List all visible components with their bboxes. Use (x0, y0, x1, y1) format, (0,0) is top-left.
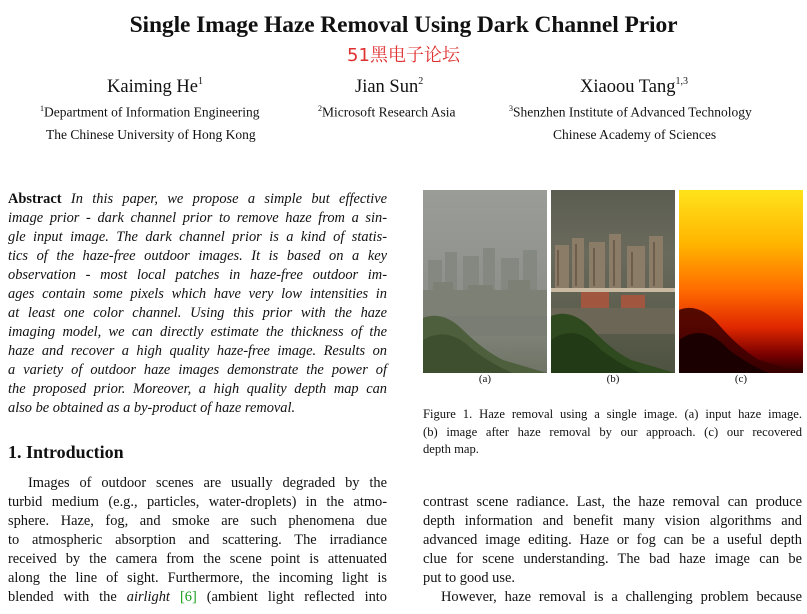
intro-line: turbid medium (e.g., particles, water-droplets) in the atmo- (8, 494, 387, 510)
abstract-label: Abstract (8, 191, 62, 207)
affiliation-2-sup: 2 (318, 104, 322, 113)
affiliation-2-line-1 (318, 104, 455, 121)
abstract-line: imaging model, we can directly estimate the thickness of the (8, 324, 387, 340)
abstract-line: haze and recover a high quality haze-free image. Results on (8, 343, 387, 359)
caption-line: depth map. (423, 442, 479, 456)
intro-line: to atmospheric absorption and scattering. The irradiance (8, 532, 387, 548)
author-2-name: Jian Sun (355, 77, 419, 98)
affiliation-1-line-1 (40, 104, 260, 121)
author-1-sup: 1 (197, 76, 203, 87)
intro-line: Images of outdoor scenes are usually degraded by the (28, 475, 387, 491)
affiliation-1-line-2 (46, 127, 256, 143)
abstract-line: image prior - dark channel prior to remove haze from a sin- (8, 210, 387, 226)
affiliation-1-sup: 1 (40, 104, 44, 113)
right-line: advanced image editing. Haze or fog can be a useful depth (423, 532, 802, 548)
abstract-line: observation - most local patches in haze-free outdoor im- (8, 267, 387, 283)
intro-line: along the line of sight. Furthermore, the incoming light is (8, 570, 387, 586)
figure-caption (423, 406, 802, 459)
author-3-name: Xiaoou Tang (580, 77, 676, 98)
affiliation-3-text: Shenzhen Institute of Advanced Technology (513, 104, 752, 120)
abstract-line: tics of the haze-free outdoor images. It is based on a key (8, 248, 387, 264)
author-3 (580, 77, 688, 98)
affiliation-2-text: Microsoft Research Asia (322, 104, 456, 120)
abstract-line: at least one color channel. Using this prior with the haze (8, 305, 387, 321)
abstract-line: the proposed prior. Moreover, a high quality depth map can (8, 381, 387, 397)
affiliation-1-text-2: The Chinese University of Hong Kong (46, 127, 256, 142)
author-2 (355, 77, 423, 98)
abstract-line: ages contain some pixels which have very low intensities in (8, 286, 387, 302)
figure-image-input-haze (423, 190, 547, 373)
right-line: put to good use. (423, 570, 515, 586)
right-line: depth information and benefit many vision algorithms and (423, 513, 802, 529)
right-line: clue for scene understanding. The bad haze image can be (423, 551, 802, 567)
paper-title: Single Image Haze Removal Using Dark Channel Prior (129, 12, 678, 38)
abstract-line: also be obtained as a by-product of haze removal. (8, 400, 296, 416)
right-line: contrast scene radiance. Last, the haze removal can produce (423, 494, 802, 510)
intro-text-fragment: blended with the (8, 589, 127, 605)
caption-line: Figure 1. Haze removal using a single image. (a) input haze image. (423, 407, 802, 421)
caption-line: (b) image after haze removal by our approach. (c) our recovered (423, 424, 802, 439)
author-2-sup: 2 (418, 76, 424, 87)
section-heading-introduction: 1. Introduction (8, 442, 124, 462)
affiliation-3-line-2 (553, 127, 716, 143)
intro-text-fragment: (ambient light reflected into (196, 589, 388, 605)
figure-image-dehazed (551, 190, 675, 373)
abstract-line: In this paper, we propose a simple but effective (70, 191, 387, 207)
abstract (8, 190, 387, 418)
intro-line: sphere. Haze, fog, and smoke are such phenomena due (8, 513, 387, 529)
author-1 (107, 77, 203, 98)
figure-image-depth-map (679, 190, 803, 373)
introduction-text (8, 474, 387, 607)
affiliation-3-line-1 (509, 104, 752, 121)
intro-line-last (8, 588, 387, 607)
intro-italic-term: airlight (126, 589, 170, 605)
affiliation-1-text: Department of Information Engineering (44, 104, 260, 120)
citation-link[interactable]: [6] (179, 589, 197, 605)
figure-sublabel-a: (a) (478, 373, 492, 385)
figure-sublabel-b: (b) (606, 373, 620, 385)
right-line: However, haze removal is a challenging problem because (441, 589, 802, 605)
abstract-line: gle input image. The dark channel prior is a kind of statis- (8, 229, 387, 245)
author-1-name: Kaiming He (107, 77, 198, 98)
affiliation-3-text-2: Chinese Academy of Sciences (553, 127, 717, 142)
intro-line: received by the camera from the scene point is attenuated (8, 551, 387, 567)
forum-watermark: 51黑电子论坛 (347, 45, 460, 66)
affiliation-3-sup: 3 (509, 104, 513, 113)
author-3-sup: 1,3 (675, 76, 688, 87)
abstract-line: a variety of outdoor haze images demonstrate the power of (8, 362, 387, 378)
right-column-text (423, 493, 802, 607)
figure-sublabel-c: (c) (734, 373, 748, 385)
